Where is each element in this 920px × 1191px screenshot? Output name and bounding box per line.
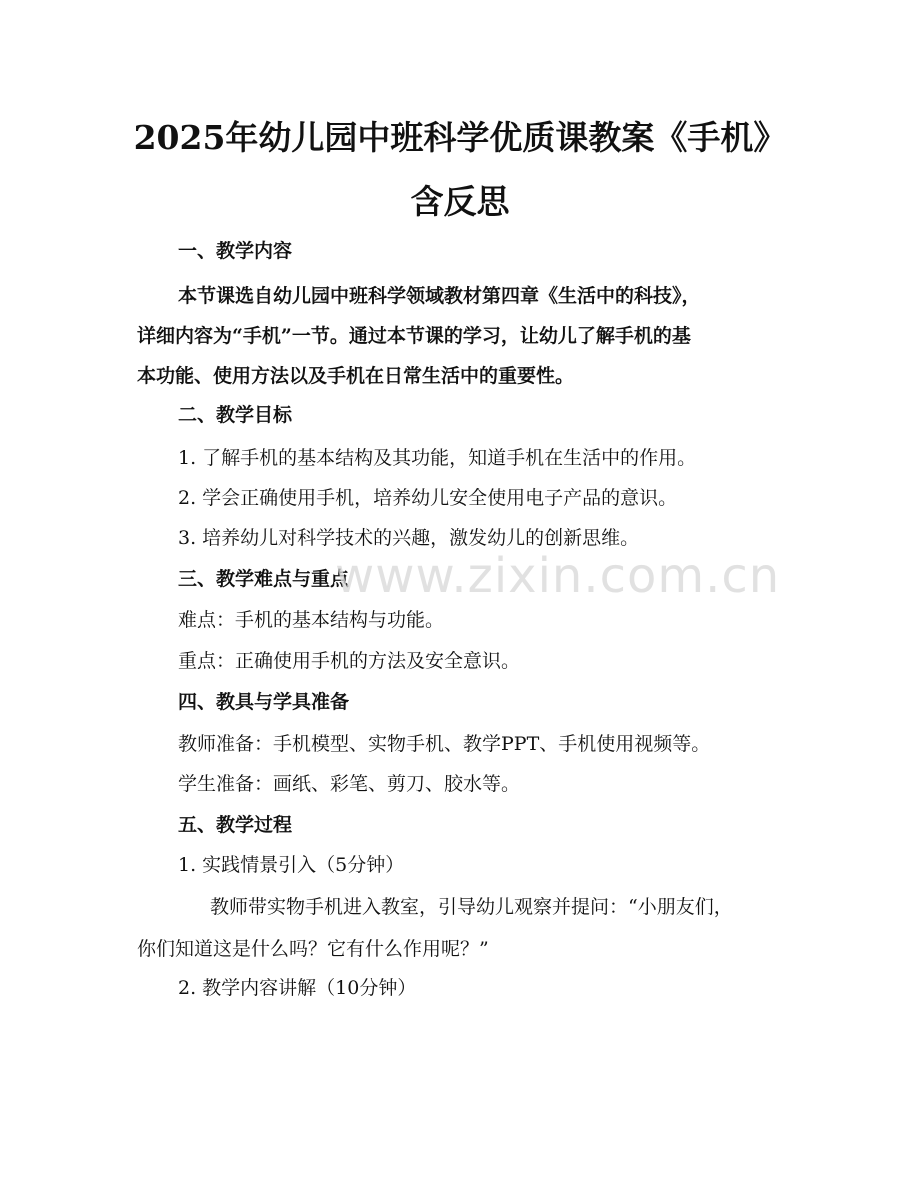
section-5-heading: 五、教学过程 — [178, 814, 293, 836]
section-1-heading: 一、教学内容 — [178, 240, 293, 262]
section-5-step-1-paragraph-line-1: 教师带实物手机进入教室，引导幼儿观察并提问：“小朋友们， — [210, 896, 733, 918]
document-title-line2: 含反思 — [410, 182, 510, 221]
section-5-step-1: 1. 实践情景引入（5分钟） — [178, 854, 405, 876]
section-3-difficulty: 难点：手机的基本结构与功能。 — [178, 609, 445, 631]
section-1-paragraph-line-2: 详细内容为“手机”一节。通过本节课的学习，让幼儿了解手机的基 — [137, 325, 691, 347]
section-2-heading: 二、教学目标 — [178, 404, 293, 426]
section-4-teacher-prep: 教师准备：手机模型、实物手机、教学PPT、手机使用视频等。 — [178, 733, 711, 755]
section-2-item-2: 2. 学会正确使用手机，培养幼儿安全使用电子产品的意识。 — [178, 487, 678, 509]
section-2-item-3: 3. 培养幼儿对科学技术的兴趣，激发幼儿的创新思维。 — [178, 527, 640, 549]
document-title-line1: 2025年幼儿园中班科学优质课教案《手机》 — [133, 118, 787, 157]
section-2-item-1: 1. 了解手机的基本结构及其功能，知道手机在生活中的作用。 — [178, 447, 697, 469]
section-5-step-1-paragraph-line-2: 你们知道这是什么吗？它有什么作用呢？” — [137, 938, 489, 960]
section-5-step-2: 2. 教学内容讲解（10分钟） — [178, 977, 417, 999]
section-4-student-prep: 学生准备：画纸、彩笔、剪刀、胶水等。 — [178, 773, 521, 795]
section-1-paragraph-line-3: 本功能、使用方法以及手机在日常生活中的重要性。 — [137, 365, 575, 387]
section-1-paragraph-line-1: 本节课选自幼儿园中班科学领域教材第四章《生活中的科技》， — [178, 285, 701, 307]
section-3-key-point: 重点：正确使用手机的方法及安全意识。 — [178, 650, 521, 672]
section-4-heading: 四、教具与学具准备 — [178, 691, 350, 713]
watermark: www.zixin.com.cn — [335, 548, 781, 604]
section-3-heading: 三、教学难点与重点 — [178, 568, 350, 590]
